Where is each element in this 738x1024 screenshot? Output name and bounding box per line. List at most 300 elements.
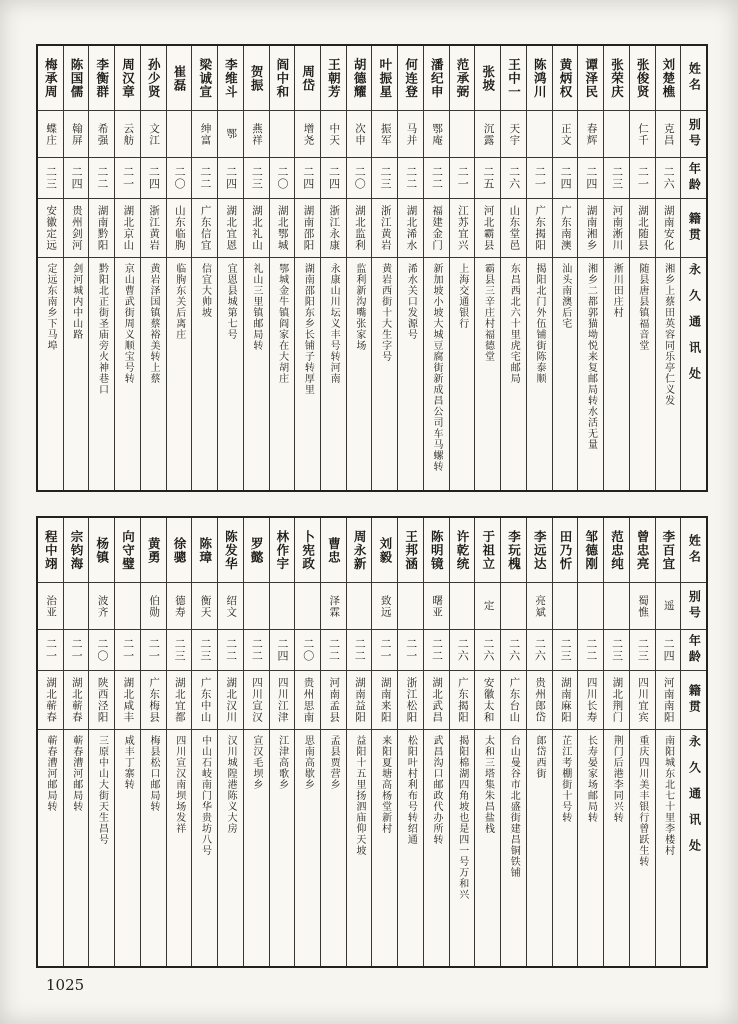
entry-alias-cell xyxy=(450,111,475,158)
entry-alias-cell xyxy=(656,583,681,630)
entry-column xyxy=(114,46,140,490)
entry-alias-text: 德寿 xyxy=(173,594,186,618)
entry-origin-text: 湖北鄂城 xyxy=(276,205,289,251)
entry-alias-text: 波齐 xyxy=(96,594,109,618)
entry-age-text: 二三 xyxy=(610,166,624,190)
entry-name-text: 李衡群 xyxy=(94,57,110,99)
entry-origin-cell xyxy=(398,199,423,258)
header-alias-text: 别号 xyxy=(687,118,702,150)
entry-age-text: 二〇 xyxy=(276,166,290,190)
entry-address-text: 松阳叶村利布号转绍通 xyxy=(405,735,417,845)
entry-age-cell xyxy=(604,630,629,671)
entry-column xyxy=(140,46,166,490)
header-origin-cell xyxy=(681,199,706,258)
entry-age-text: 二二 xyxy=(430,638,444,662)
entry-origin-cell xyxy=(38,199,63,258)
entry-age-text: 二六 xyxy=(533,638,547,662)
entry-alias-cell xyxy=(372,111,397,158)
entry-origin-cell xyxy=(141,199,166,258)
entry-origin-text: 湖北浠水 xyxy=(405,205,418,251)
header-origin-text: 籍贯 xyxy=(687,212,702,244)
entry-origin-text: 安徽太和 xyxy=(482,677,495,723)
entry-alias-text: 翰屏 xyxy=(70,122,83,146)
entry-name-cell xyxy=(321,46,346,111)
entry-origin-cell xyxy=(630,671,655,730)
entry-name-text: 邹德刚 xyxy=(583,529,599,571)
entry-name-cell xyxy=(424,518,449,583)
entry-address-cell xyxy=(64,730,89,966)
entry-age-cell xyxy=(578,630,603,671)
entry-name-text: 叶振星 xyxy=(377,57,393,99)
entry-age-cell xyxy=(527,158,552,199)
header-age-cell xyxy=(681,158,706,199)
entry-address-text: 来阳夏塘高杨堂新村 xyxy=(379,735,391,834)
entry-name-cell xyxy=(321,518,346,583)
entry-name-text: 田乃忻 xyxy=(557,529,573,571)
entry-name-text: 向守璧 xyxy=(120,529,136,571)
entry-name-cell xyxy=(218,518,243,583)
entry-address-text: 益阳十五里扬泗庙仰天坡 xyxy=(353,735,365,856)
entry-name-cell xyxy=(424,46,449,111)
header-column xyxy=(680,518,706,966)
entry-name-cell xyxy=(270,518,295,583)
entry-name-cell xyxy=(347,518,372,583)
entry-origin-text: 山东堂邑 xyxy=(508,205,521,251)
entry-name-cell xyxy=(295,518,320,583)
entry-address-text: 淅川田庄村 xyxy=(611,263,623,318)
entry-address-text: 湘乡上蔡田英容同乐亭仁义发 xyxy=(662,263,674,406)
entry-alias-cell xyxy=(656,111,681,158)
entry-origin-cell xyxy=(347,671,372,730)
entry-age-cell xyxy=(527,630,552,671)
entry-name-cell xyxy=(656,46,681,111)
entry-name-cell xyxy=(450,46,475,111)
entry-alias-text: 定 xyxy=(482,600,495,612)
entry-alias-cell xyxy=(244,583,269,630)
entry-address-cell xyxy=(578,730,603,966)
entry-address-text: 三原中山大街天生昌号 xyxy=(96,735,108,845)
entry-origin-cell xyxy=(527,199,552,258)
entry-origin-text: 湖北荆门 xyxy=(611,677,624,723)
entry-age-text: 二五 xyxy=(481,166,495,190)
entry-age-text: 二四 xyxy=(70,166,84,190)
entry-name-text: 黄炳权 xyxy=(557,57,573,99)
entry-name-cell xyxy=(372,518,397,583)
entry-age-cell xyxy=(141,630,166,671)
entry-address-cell xyxy=(270,730,295,966)
entry-column xyxy=(191,518,217,966)
entry-origin-text: 河北霸县 xyxy=(482,205,495,251)
entry-column xyxy=(371,518,397,966)
entry-age-cell xyxy=(475,630,500,671)
entry-address-text: 揭阳棉湖四角坡也是四一号万和兴 xyxy=(456,735,468,900)
entry-age-text: 二二 xyxy=(353,638,367,662)
entry-origin-cell xyxy=(578,199,603,258)
entry-column xyxy=(474,518,500,966)
entry-name-cell xyxy=(656,518,681,583)
entry-address-cell xyxy=(424,730,449,966)
entry-age-text: 二二 xyxy=(250,638,264,662)
entry-age-cell xyxy=(372,158,397,199)
entry-alias-cell xyxy=(501,111,526,158)
entry-alias-cell xyxy=(347,583,372,630)
entry-alias-cell xyxy=(270,583,295,630)
entry-alias-cell xyxy=(578,111,603,158)
entry-alias-text: 马并 xyxy=(405,122,418,146)
entry-address-text: 郎岱西街 xyxy=(533,735,545,779)
header-address-cell xyxy=(681,258,706,490)
entry-address-cell xyxy=(398,730,423,966)
entry-age-cell xyxy=(321,158,346,199)
entry-origin-cell xyxy=(321,671,346,730)
entry-age-cell xyxy=(218,158,243,199)
entry-origin-cell xyxy=(141,671,166,730)
entry-age-text: 二二 xyxy=(327,638,341,662)
entry-column xyxy=(38,46,63,490)
registry-table-bottom xyxy=(36,516,708,968)
entry-address-text: 霸县三辛庄村福德堂 xyxy=(482,263,494,362)
entry-age-cell xyxy=(167,630,192,671)
entry-column xyxy=(629,46,655,490)
entry-name-cell xyxy=(501,518,526,583)
entry-origin-cell xyxy=(192,199,217,258)
entry-name-cell xyxy=(218,46,243,111)
entry-address-text: 监利新沟嘴张家场 xyxy=(353,263,365,351)
entry-age-cell xyxy=(398,630,423,671)
entry-address-cell xyxy=(167,730,192,966)
entry-origin-text: 湖北宜都 xyxy=(173,677,186,723)
entry-origin-cell xyxy=(321,199,346,258)
entry-address-cell xyxy=(64,258,89,490)
entry-origin-cell xyxy=(167,671,192,730)
entry-name-cell xyxy=(38,46,63,111)
entry-column xyxy=(320,518,346,966)
entry-origin-cell xyxy=(64,671,89,730)
entry-origin-text: 湖北监利 xyxy=(353,205,366,251)
entry-origin-cell xyxy=(192,671,217,730)
entry-name-cell xyxy=(244,46,269,111)
entry-origin-text: 陕西泾阳 xyxy=(96,677,109,723)
entry-address-text: 随县唐县镇福音堂 xyxy=(636,263,648,351)
entry-alias-cell xyxy=(167,111,192,158)
entry-name-text: 张坡 xyxy=(480,64,496,92)
header-name-text: 姓名 xyxy=(687,534,702,566)
entry-name-text: 林作宇 xyxy=(274,529,290,571)
entry-name-text: 陈发华 xyxy=(223,529,239,571)
entry-name-cell xyxy=(192,46,217,111)
entry-name-text: 周汉章 xyxy=(120,57,136,99)
entry-alias-text: 鄂庵 xyxy=(431,122,444,146)
entry-alias-text: 致远 xyxy=(379,594,392,618)
entry-address-cell xyxy=(89,730,114,966)
entry-alias-cell xyxy=(553,583,578,630)
entry-name-text: 梅承周 xyxy=(43,57,59,99)
entry-alias-cell xyxy=(89,111,114,158)
entry-age-text: 二三 xyxy=(378,166,392,190)
entry-address-text: 蕲春漕河邮局转 xyxy=(45,735,57,812)
entry-column xyxy=(526,518,552,966)
entry-age-cell xyxy=(115,630,140,671)
entry-column xyxy=(577,46,603,490)
entry-age-text: 二四 xyxy=(559,166,573,190)
entry-address-cell xyxy=(321,258,346,490)
entry-address-cell xyxy=(450,258,475,490)
entry-age-cell xyxy=(501,158,526,199)
entry-age-cell xyxy=(501,630,526,671)
entry-age-text: 二三 xyxy=(636,638,650,662)
entry-origin-cell xyxy=(604,199,629,258)
entry-alias-cell xyxy=(604,111,629,158)
entry-alias-cell xyxy=(167,583,192,630)
entry-origin-cell xyxy=(89,671,114,730)
entry-name-text: 杨镇 xyxy=(94,536,110,564)
entry-address-cell xyxy=(192,730,217,966)
entry-column xyxy=(577,518,603,966)
entry-alias-text: 增尧 xyxy=(302,122,315,146)
entry-age-cell xyxy=(64,158,89,199)
entry-alias-cell xyxy=(141,583,166,630)
entry-age-cell xyxy=(244,630,269,671)
entry-alias-cell xyxy=(64,583,89,630)
entry-origin-text: 四川江津 xyxy=(276,677,289,723)
entry-name-cell xyxy=(398,46,423,111)
entry-address-text: 京山曹武街周义顺宝号转 xyxy=(122,263,134,384)
entry-alias-text: 曙亚 xyxy=(431,594,444,618)
entry-address-cell xyxy=(475,258,500,490)
entry-name-cell xyxy=(475,518,500,583)
entry-address-cell xyxy=(630,258,655,490)
entry-address-cell xyxy=(115,730,140,966)
entry-origin-text: 湖南湘乡 xyxy=(585,205,598,251)
entry-age-cell xyxy=(553,158,578,199)
entry-origin-text: 广东中山 xyxy=(199,677,212,723)
entry-name-cell xyxy=(115,518,140,583)
entry-origin-text: 湖北礼山 xyxy=(251,205,264,251)
entry-origin-text: 江苏宜兴 xyxy=(456,205,469,251)
entry-name-text: 李百宜 xyxy=(660,529,676,571)
entry-name-text: 陈明镜 xyxy=(429,529,445,571)
entry-age-cell xyxy=(167,158,192,199)
entry-alias-text: 中天 xyxy=(328,122,341,146)
entry-address-text: 芷江考棚街十号转 xyxy=(559,735,571,823)
entry-name-text: 刘楚樵 xyxy=(660,57,676,99)
entry-age-text: 二六 xyxy=(662,166,676,190)
entry-address-cell xyxy=(372,258,397,490)
entry-column xyxy=(320,46,346,490)
entry-address-text: 孟县贾营乡 xyxy=(328,735,340,790)
entry-name-cell xyxy=(578,518,603,583)
page-number: 1025 xyxy=(46,976,85,994)
entry-age-text: 二四 xyxy=(584,166,598,190)
entry-alias-cell xyxy=(115,111,140,158)
entry-origin-text: 湖南来阳 xyxy=(379,677,392,723)
entry-origin-text: 河南孟县 xyxy=(328,677,341,723)
entry-origin-text: 湖南益阳 xyxy=(353,677,366,723)
entry-column xyxy=(63,518,89,966)
entry-column xyxy=(552,46,578,490)
entry-age-cell xyxy=(295,630,320,671)
entry-origin-cell xyxy=(295,199,320,258)
entry-alias-cell xyxy=(527,583,552,630)
entry-origin-cell xyxy=(218,671,243,730)
entry-address-text: 重庆四川美丰银行曾跃生转 xyxy=(636,735,648,867)
entry-age-text: 二四 xyxy=(224,166,238,190)
entry-address-text: 咸丰丁寨转 xyxy=(122,735,134,790)
entry-address-cell xyxy=(347,730,372,966)
entry-address-text: 长寿晏家场邮局转 xyxy=(585,735,597,823)
entry-column xyxy=(63,46,89,490)
entry-age-cell xyxy=(372,630,397,671)
entry-name-cell xyxy=(167,518,192,583)
entry-age-cell xyxy=(630,158,655,199)
entry-address-text: 蕲春漕河邮局转 xyxy=(70,735,82,812)
entry-name-cell xyxy=(604,518,629,583)
entry-age-text: 二四 xyxy=(276,638,290,662)
entry-alias-text: 遥 xyxy=(662,600,675,612)
entry-name-cell xyxy=(192,518,217,583)
entry-origin-cell xyxy=(372,671,397,730)
entry-alias-cell xyxy=(372,583,397,630)
entry-address-cell xyxy=(38,258,63,490)
entry-age-text: 二一 xyxy=(44,638,58,662)
entry-name-cell xyxy=(64,46,89,111)
entry-column xyxy=(449,518,475,966)
entry-age-text: 二三 xyxy=(198,638,212,662)
entry-age-cell xyxy=(398,158,423,199)
entry-column xyxy=(397,518,423,966)
entry-age-text: 二〇 xyxy=(95,638,109,662)
entry-age-text: 二一 xyxy=(70,638,84,662)
entry-address-cell xyxy=(38,730,63,966)
entry-age-cell xyxy=(218,630,243,671)
entry-origin-text: 河南淅川 xyxy=(611,205,624,251)
entry-alias-cell xyxy=(115,583,140,630)
entry-origin-text: 四川宣汉 xyxy=(251,677,264,723)
entry-alias-text: 衡天 xyxy=(199,594,212,618)
entry-address-cell xyxy=(450,730,475,966)
entry-age-text: 二三 xyxy=(44,166,58,190)
entry-age-cell xyxy=(347,630,372,671)
entry-origin-text: 浙江松阳 xyxy=(405,677,418,723)
entry-age-cell xyxy=(656,158,681,199)
entry-name-cell xyxy=(141,518,166,583)
entry-alias-cell xyxy=(398,111,423,158)
entry-address-text: 上海交通银行 xyxy=(456,263,468,329)
entry-name-text: 贺振 xyxy=(249,64,265,92)
entry-column xyxy=(140,518,166,966)
entry-origin-cell xyxy=(424,671,449,730)
entry-address-cell xyxy=(141,730,166,966)
entry-age-text: 二二 xyxy=(198,166,212,190)
entry-origin-cell xyxy=(450,671,475,730)
entry-column xyxy=(243,46,269,490)
entry-column xyxy=(88,46,114,490)
entry-address-cell xyxy=(244,258,269,490)
entry-origin-cell xyxy=(270,199,295,258)
entry-age-cell xyxy=(270,158,295,199)
entry-origin-text: 湖北蕲春 xyxy=(70,677,83,723)
entry-alias-cell xyxy=(501,583,526,630)
entry-age-cell xyxy=(192,630,217,671)
entry-column xyxy=(38,518,63,966)
entry-alias-text: 振军 xyxy=(379,122,392,146)
entry-age-cell xyxy=(141,158,166,199)
entry-origin-cell xyxy=(527,671,552,730)
entry-name-cell xyxy=(398,518,423,583)
entry-alias-cell xyxy=(192,111,217,158)
header-name-text: 姓名 xyxy=(687,62,702,94)
entry-alias-cell xyxy=(244,111,269,158)
entry-address-cell xyxy=(218,258,243,490)
entry-origin-text: 广东南澳 xyxy=(559,205,572,251)
entry-name-cell xyxy=(604,46,629,111)
entry-address-cell xyxy=(553,730,578,966)
entry-address-text: 东昌西北六十里虎宅邮局 xyxy=(508,263,520,384)
entry-column xyxy=(500,46,526,490)
entry-alias-cell xyxy=(38,583,63,630)
entry-age-cell xyxy=(38,158,63,199)
entry-column xyxy=(114,518,140,966)
entry-name-text: 程中翊 xyxy=(43,529,59,571)
entry-alias-text: 希强 xyxy=(96,122,109,146)
entry-address-cell xyxy=(167,258,192,490)
entry-name-text: 罗懿 xyxy=(249,536,265,564)
entry-name-text: 王朝芳 xyxy=(326,57,342,99)
entry-origin-text: 湖北咸丰 xyxy=(122,677,135,723)
entry-age-text: 二三 xyxy=(559,638,573,662)
entry-name-cell xyxy=(578,46,603,111)
entry-column xyxy=(346,518,372,966)
entry-address-text: 信宜大帅坡 xyxy=(199,263,211,318)
entry-origin-cell xyxy=(501,199,526,258)
entry-name-cell xyxy=(89,518,114,583)
entry-alias-cell xyxy=(38,111,63,158)
entry-column xyxy=(371,46,397,490)
entry-address-text: 宜恩县城第七号 xyxy=(225,263,237,340)
entry-origin-text: 湖北随县 xyxy=(637,205,650,251)
entry-origin-cell xyxy=(167,199,192,258)
header-age-cell xyxy=(681,630,706,671)
entry-name-cell xyxy=(167,46,192,111)
header-origin-text: 籍贯 xyxy=(687,684,702,716)
entry-age-text: 二一 xyxy=(147,638,161,662)
entry-age-text: 二一 xyxy=(636,166,650,190)
entry-origin-cell xyxy=(270,671,295,730)
entry-name-text: 王邦涵 xyxy=(403,529,419,571)
entry-alias-text: 正文 xyxy=(559,122,572,146)
entry-address-cell xyxy=(656,730,681,966)
entry-name-text: 李玩槐 xyxy=(506,529,522,571)
entry-column xyxy=(655,46,681,490)
entry-origin-text: 四川宜宾 xyxy=(637,677,650,723)
entry-alias-text: 天宇 xyxy=(508,122,521,146)
entry-age-cell xyxy=(115,158,140,199)
entry-column xyxy=(191,46,217,490)
entry-origin-text: 广东信宜 xyxy=(199,205,212,251)
entry-age-cell xyxy=(244,158,269,199)
entry-alias-text: 伯勋 xyxy=(148,594,161,618)
entry-alias-cell xyxy=(450,583,475,630)
entry-age-cell xyxy=(64,630,89,671)
header-alias-cell xyxy=(681,111,706,158)
entry-origin-cell xyxy=(372,199,397,258)
entry-name-cell xyxy=(115,46,140,111)
entry-age-text: 二四 xyxy=(301,166,315,190)
entry-age-cell xyxy=(424,630,449,671)
entry-age-cell xyxy=(450,158,475,199)
entry-address-text: 黔阳北正街圣庙旁火神巷口 xyxy=(96,263,108,395)
entry-age-cell xyxy=(321,630,346,671)
